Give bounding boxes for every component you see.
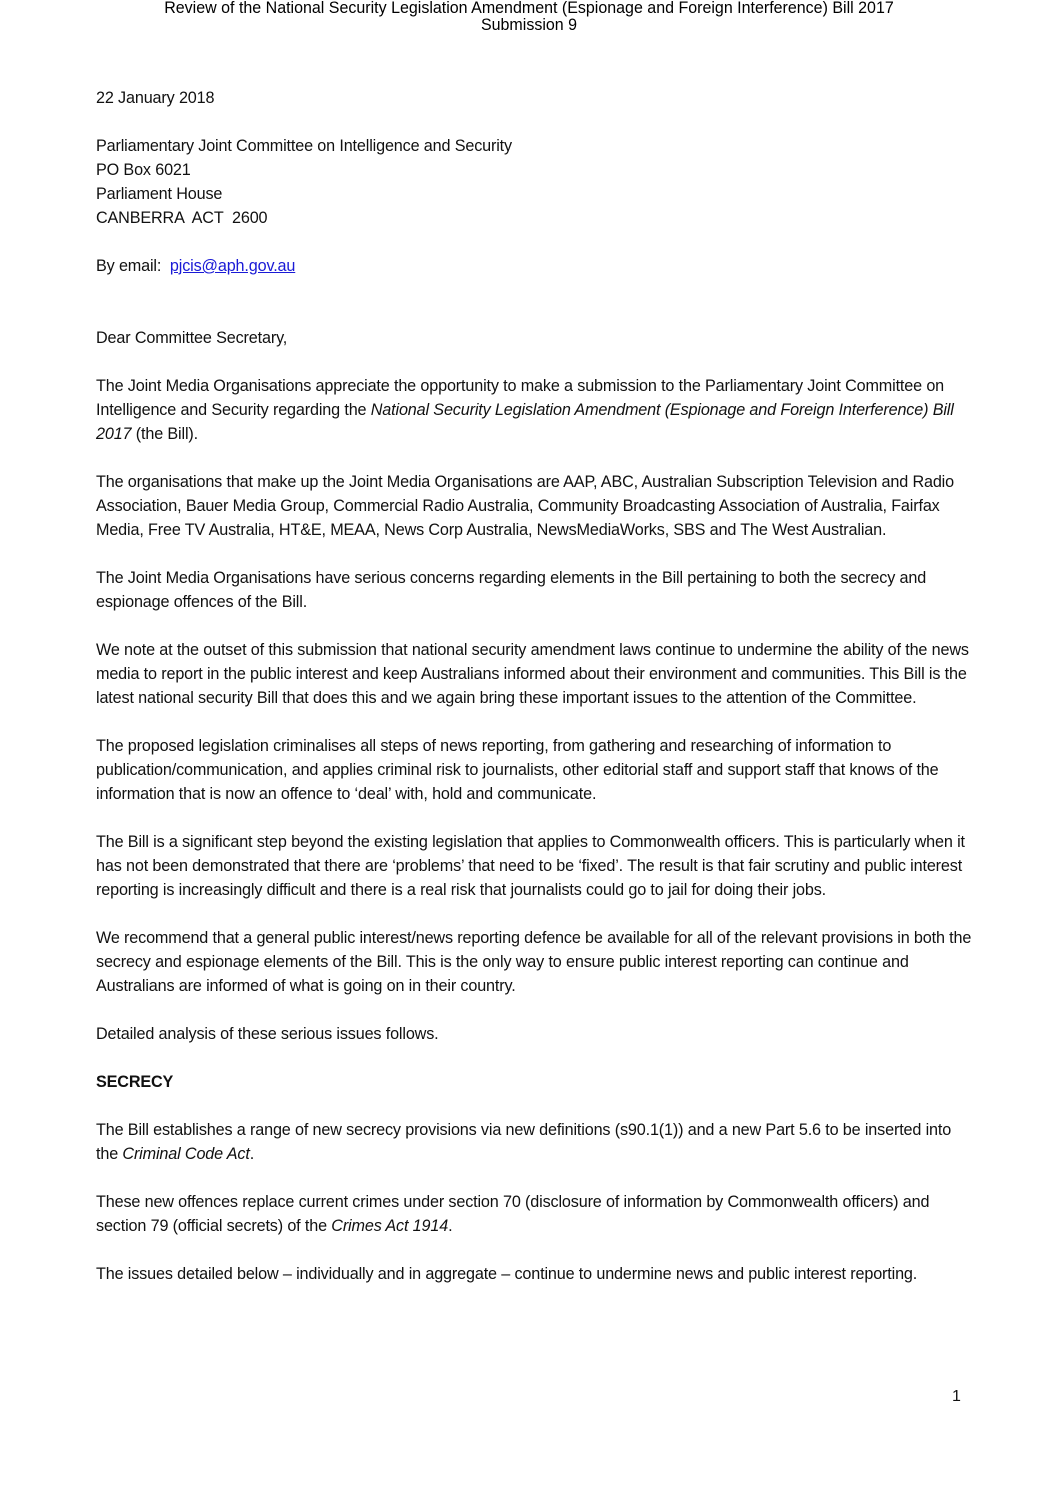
text: . [249, 1145, 255, 1163]
address-line: Parliament House [96, 185, 223, 203]
address-line: Parliamentary Joint Committee on Intelligence and Security [96, 137, 512, 155]
letter-body [96, 86, 976, 1310]
paragraph-analysis-follows: Detailed analysis of these serious issues follows. [96, 1025, 439, 1043]
paragraph-recommendation: We recommend that a general public interest/news reporting defence be available for all of the relevant provisions in both the secrecy and espionage elements of the Bill. This is the only way to ensure public interest reporting can continue and Australians are informed of what is going on in their country. [96, 929, 972, 995]
header-submission: Submission 9 [480, 16, 578, 34]
text: (the Bill). [131, 425, 198, 443]
text: These new offences replace current crimes under section 70 (disclosure of information by Commonwealth officers) and section 79 (official secrets) of the [96, 1193, 930, 1235]
paragraph-intro [96, 374, 976, 446]
page-number: 1 [952, 1388, 961, 1405]
header-title: Review of the National Security Legislation Amendment (Espionage and Foreign Interference) Bill 2017 [164, 0, 894, 17]
paragraph-concerns: The Joint Media Organisations have serious concerns regarding elements in the Bill pertaining to both the secrecy and espionage offences of the Bill. [96, 569, 927, 611]
address-line: PO Box 6021 [96, 161, 191, 179]
email-link[interactable]: pjcis@aph.gov.au [169, 257, 296, 275]
paragraph-significant-step: The Bill is a significant step beyond the existing legislation that applies to Commonwealth officers. This is particularly when it has not been demonstrated that there are ‘problems’ that need to be ‘fixed’. The result is that fair scrutiny and public interest reporting is increasingly difficult and there is a real risk that journalists could go to jail for doing their jobs. [96, 833, 965, 899]
address-line: CANBERRA ACT 2600 [96, 209, 268, 227]
salutation: Dear Committee Secretary, [96, 329, 288, 347]
email-label: By email: [96, 257, 170, 275]
text: . [448, 1217, 453, 1235]
paragraph-organisations: The organisations that make up the Joint Media Organisations are AAP, ABC, Australian Subscription Television and Radio Association, Bauer Media Group, Commercial Radio Australia, Community Broadcasting Association of Australia, Fairfax Media, Free TV Australia, HT&E, MEAA, News Corp Australia, NewsMediaWorks, SBS and The West Australian. [96, 473, 954, 539]
paragraph-criminalises: The proposed legislation criminalises all steps of news reporting, from gathering and researching of information to publication/communication, and applies criminal risk to journalists, other editorial staff and support staff that knows of the information that is now an offence to ‘deal’ with, hold and communicate. [96, 737, 939, 803]
paragraph-outset: We note at the outset of this submission that national security amendment laws continue to undermine the ability of the news media to report in the public interest and keep Australians informed about their environment and communities. This Bill is the latest national security Bill that does this and we again bring these important issues to the attention of the Committee. [96, 641, 969, 707]
text: The Joint Media Organisations appreciate the opportunity to make a submission to the Parliamentary Joint Committee on Intelligence and Security regarding the [96, 377, 945, 419]
paragraph-secrecy-provisions [96, 1118, 976, 1166]
act-name: Criminal Code Act [122, 1145, 250, 1163]
email-line [96, 254, 976, 278]
bill-title: National Security Legislation Amendment (Espionage and Foreign Interference) Bill 2017 [96, 401, 954, 443]
recipient-address [96, 134, 976, 230]
paragraph-issues: The issues detailed below – individually and in aggregate – continue to undermine news and public interest reporting. [96, 1265, 918, 1283]
text: The Bill establishes a range of new secrecy provisions via new definitions (s90.1(1)) and a new Part 5.6 to be inserted into the [96, 1121, 952, 1163]
paragraph-new-offences [96, 1190, 976, 1238]
letter-date: 22 January 2018 [96, 89, 215, 107]
section-heading-secrecy: SECRECY [96, 1073, 174, 1091]
document-header [16, 0, 1042, 34]
act-name: Crimes Act 1914 [331, 1217, 449, 1235]
